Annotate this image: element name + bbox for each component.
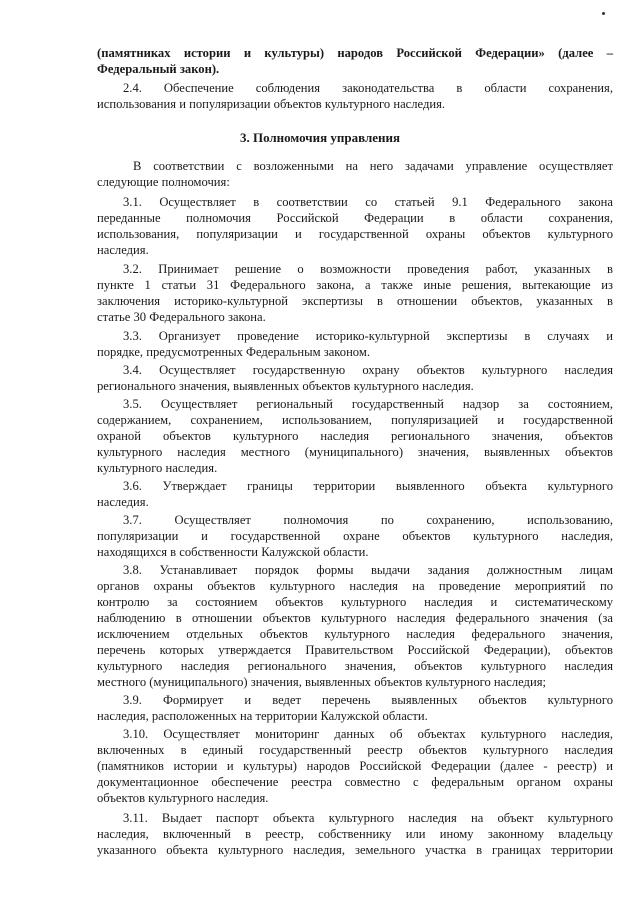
text-line: 3.11. Выдает паспорт объекта культурного наследия на объект культурного [123,811,613,825]
text-line: наследия, расположенных на территории Калужской области. [97,709,428,723]
text-line: объектов культурного наследия. [97,791,269,805]
text-line: включенных в единый государственный реестр объектов культурного наследия [97,743,613,757]
scan-mark [602,12,605,15]
text-line: заключения историко-культурной экспертизы в отношении объектов, указанных в [97,294,613,308]
text-line: исключением отдельных объектов культурного наследия федерального значения, [97,627,613,641]
text-line: переданные полномочия Российской Федерации в области сохранения, [97,211,613,225]
text-line: использования и популяризации объектов культурного наследия. [97,97,446,111]
text-line: 3.5. Осуществляет региональный государственный надзор за состоянием, [123,397,613,411]
text-line: 3.1. Осуществляет в соответствии со статьей 9.1 Федерального закона [123,195,613,209]
text-line: контролю за состоянием объектов культурного наследия и систематическому [97,595,613,609]
text-line: документационное обеспечение реестра совместно с федеральным органом охраны [97,775,613,789]
text-line: находящихся в собственности Калужской области. [97,545,369,559]
text-line: наблюдению в отношении объектов культурного наследия федерального значения (за [97,611,613,625]
text-line: 3.2. Принимает решение о возможности проведения работ, указанных в [123,262,613,276]
text-line: культурного наследия. [97,461,218,475]
text-line: 3.7. Осуществляет полномочия по сохранению, использованию, [123,513,613,527]
text-line: популяризации и государственной охране объектов культурного наследия, [97,529,613,543]
text-line: 3.9. Формирует и ведет перечень выявленных объектов культурного [123,693,613,707]
text-line: Федеральный закон). [97,62,220,76]
text-line: статье 30 Федерального закона. [97,310,266,324]
text-line: В соответствии с возложенными на него задачами управление осуществляет [133,159,613,173]
text-line: порядке, предусмотренных Федеральным законом. [97,345,370,359]
text-line: регионального значения, выявленных объектов культурного наследия. [97,379,474,393]
text-line: 3.3. Организует проведение историко-культурной экспертизы в случаях и [123,329,613,343]
text-line: наследия. [97,243,149,257]
text-line: использования, популяризации и государственной охраны объектов культурного [97,227,613,241]
text-line: охраной объектов культурного наследия регионального значения, объектов [97,429,613,443]
text-line: местного (муниципального) значения, выявленных объектов культурного наследия; [97,675,546,689]
text-line: пункте 1 статьи 31 Федерального закона, а также иные решения, вытекающие из [97,278,613,292]
text-line: культурного наследия местного (муниципального) значения, выявленных объектов [97,445,613,459]
text-line: 3.4. Осуществляет государственную охрану объектов культурного наследия [123,363,613,377]
text-line: культурного наследия регионального значения, объектов культурного наследия [97,659,613,673]
text-line: (памятниках истории и культуры) народов Российской Федерации» (далее – [97,46,613,60]
text-line: 2.4. Обеспечение соблюдения законодательства в области сохранения, [123,81,613,95]
text-line: 3.10. Осуществляет мониторинг данных об объектах культурного наследия, [123,727,613,741]
text-line: указанного объекта культурного наследия, земельного участка в границах территории [97,843,613,857]
text-line: органов охраны объектов культурного наследия на проведение мероприятий по [97,579,613,593]
text-line: (памятников истории и культуры) народов Российской Федерации (далее - реестр) и [97,759,613,773]
text-line: наследия. [97,495,149,509]
text-line: 3.6. Утверждает границы территории выявленного объекта культурного [123,479,613,493]
text-line: следующие полномочия: [97,175,230,189]
text-line: 3.8. Устанавливает порядок формы выдачи задания должностным лицам [123,563,613,577]
text-line: наследия, включенный в реестр, собственнику или иному законному владельцу [97,827,613,841]
text-line: перечень которых утверждается Правительством Российской Федерации), объектов [97,643,613,657]
text-line: содержанием, сохранением, использованием, популяризацией и государственной [97,413,613,427]
section-heading: 3. Полномочия управления [239,130,401,145]
